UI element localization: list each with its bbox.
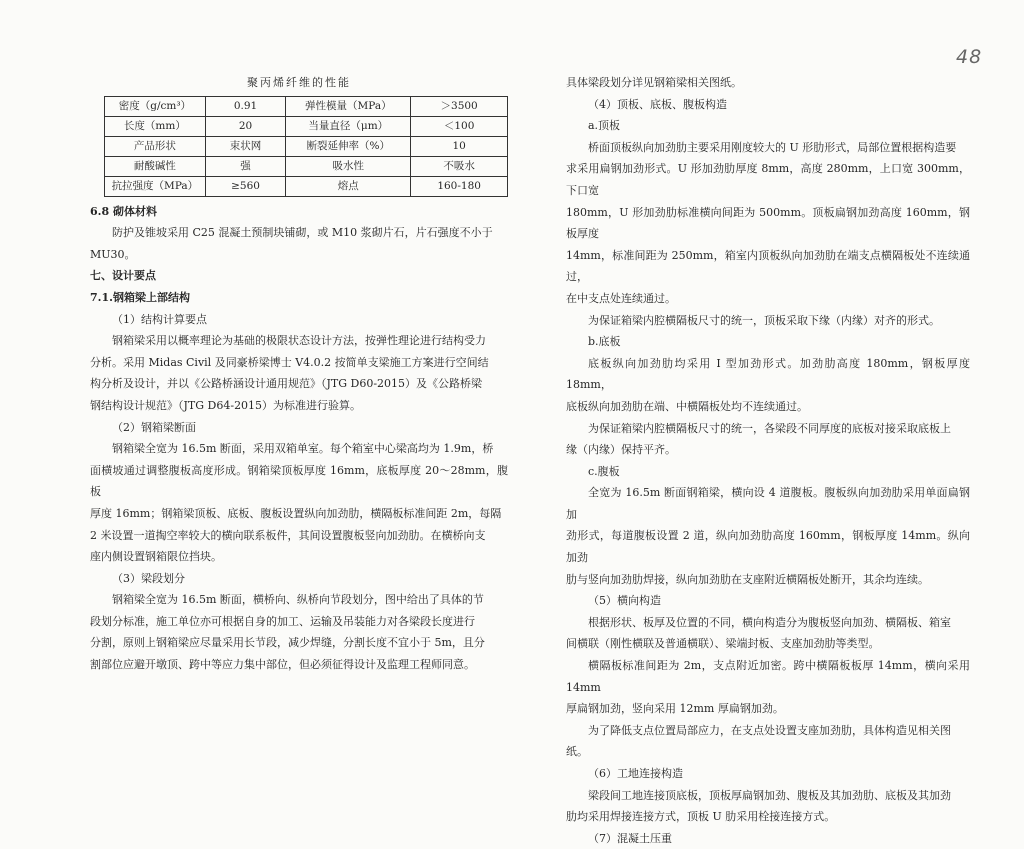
right-paragraphs — [566, 72, 974, 849]
text-line: 桥面顶板纵向加劲肋主要采用刚度较大的 U 形肋形式，局部位置根据构造要 — [588, 140, 957, 154]
text-line: a.顶板 — [588, 119, 621, 133]
text-line: 梁段间工地连接顶底板，顶板厚扁钢加劲、腹板及其加劲肋、底板及其加劲 — [588, 788, 951, 802]
text-line: （1）结构计算要点 — [112, 312, 207, 326]
table-cell: ≥560 — [205, 176, 286, 196]
text-line: 纸。 — [566, 745, 588, 759]
table-row — [105, 116, 508, 136]
text-line: 在中支点处连续通过。 — [566, 291, 676, 305]
text-line: 钢箱梁全宽为 16.5m 断面，采用双箱单室。每个箱室中心梁高均为 1.9m，桥 — [112, 442, 494, 456]
text-line: 分割，原则上钢箱梁应尽量采用长节段，减少焊缝，分割长度不宜小于 5m，且分 — [90, 636, 485, 650]
table-cell: 长度（mm） — [105, 116, 206, 136]
section-heading: 6.8 砌体材料 — [90, 204, 157, 218]
text-line: （4）顶板、底板、腹板构造 — [588, 97, 727, 111]
table-row — [105, 96, 508, 116]
page-number: 48 — [956, 46, 983, 68]
text-line: 根据形状、板厚及位置的不同，横向构造分为腹板竖向加劲、横隔板、箱室 — [588, 615, 951, 629]
text-line: b.底板 — [588, 335, 621, 349]
text-line: 为了降低支点位置局部应力，在支点处设置支座加劲肋，具体构造见相关图 — [588, 723, 951, 737]
text-line: 具体梁段划分详见钢箱梁相关图纸。 — [566, 76, 742, 89]
text-line: 为保证箱梁内腔横隔板尺寸的统一，顶板采取下缘（内缘）对齐的形式。 — [588, 313, 940, 327]
table-cell: 当量直径（μm） — [286, 116, 411, 136]
text-line: 钢箱梁全宽为 16.5m 断面，横桥向、纵桥向节段划分，图中给出了具体的节 — [112, 593, 484, 607]
text-line: （5）横向构造 — [588, 594, 661, 608]
left-paragraphs — [90, 201, 508, 676]
text-line: 厚扁钢加劲，竖向采用 12mm 厚扁钢加劲。 — [566, 702, 784, 716]
text-line: 割部位应避开墩顶、跨中等应力集中部位，但必须征得设计及监理工程师同意。 — [90, 658, 475, 672]
table-row — [105, 136, 508, 156]
text-line: （7）混凝土压重 — [588, 831, 672, 845]
left-column — [90, 72, 508, 676]
text-line: 求采用扁钢加劲形式。U 形加劲肋厚度 8mm，高度 280mm，上口宽 300mm，下口宽 — [566, 162, 970, 197]
section-heading: 七、设计要点 — [90, 269, 156, 283]
text-line: 肋与竖向加劲肋焊接，纵向加劲肋在支座附近横隔板处断开，其余均连续。 — [566, 572, 929, 586]
text-line: 钢结构设计规范》（JTG D64-2015）为标准进行验算。 — [90, 398, 362, 412]
text-line: 段划分标准，施工单位亦可根据自身的加工、运输及吊装能力对各梁段长度进行 — [90, 614, 475, 628]
table-cell: 抗拉强度（MPa） — [105, 176, 206, 196]
table-cell: 20 — [205, 116, 286, 136]
table-cell: 耐酸碱性 — [105, 156, 206, 176]
text-line: 横隔板标准间距为 2m，支点附近加密。跨中横隔板板厚 14mm，横向采用 14mm — [566, 659, 974, 694]
text-line: 14mm，标准间距为 250mm，箱室内顶板纵向加劲肋在端支点横隔板处不连续通过， — [566, 248, 970, 284]
text-line: 钢箱梁采用以概率理论为基础的极限状态设计方法，按弹性理论进行结构受力 — [112, 334, 486, 348]
text-line: 分析。采用 Midas Civil 及同豪桥梁博士 V4.0.2 按简单支梁施工方案进行空间结 — [90, 355, 489, 369]
text-line: 180mm，U 形加劲肋标准横向间距为 500mm。顶板扁钢加劲高度 160mm，钢板厚度 — [566, 205, 970, 241]
text-line: 缘（内缘）保持平齐。 — [566, 443, 676, 457]
table-cell: 160-180 — [411, 176, 508, 196]
text-line: 2 米设置一道掏空率较大的横向联系板件，其间设置腹板竖向加劲肋。在横桥向支 — [90, 528, 486, 542]
text-line: 构分析及设计，并以《公路桥涵设计通用规范》（JTG D60-2015）及《公路桥梁 — [90, 377, 483, 391]
fiber-properties-table — [104, 96, 508, 197]
text-line: c.腹板 — [588, 464, 620, 478]
table-cell: 强 — [205, 156, 286, 176]
table-cell: 密度（g/cm³） — [105, 96, 206, 116]
table-cell: 吸水性 — [286, 156, 411, 176]
text-line: （3）梁段划分 — [112, 571, 185, 585]
text-line: 为保证箱梁内腔横隔板尺寸的统一，各梁段不同厚度的底板对接采取底板上 — [588, 421, 951, 435]
table-cell: ＜100 — [411, 116, 508, 136]
text-line: 间横联（刚性横联及普通横联）、梁端封板、支座加劲肋等类型。 — [566, 637, 880, 651]
table-cell: 0.91 — [205, 96, 286, 116]
table-cell: 产品形状 — [105, 136, 206, 156]
table-row — [105, 156, 508, 176]
section-heading: 7.1.钢箱梁上部结构 — [90, 290, 190, 304]
text-line: 厚度 16mm；钢箱梁顶板、底板、腹板设置纵向加劲肋，横隔板标准间距 2m，每隔 — [90, 506, 502, 520]
text-line: MU30。 — [90, 247, 136, 261]
text-line: 肋均采用焊接连接方式，顶板 U 肋采用栓接连接方式。 — [566, 810, 836, 824]
table-title: 聚丙烯纤维的性能 — [247, 76, 351, 89]
table-cell: 断裂延伸率（%） — [286, 136, 411, 156]
text-line: 全宽为 16.5m 断面钢箱梁，横向设 4 道腹板。腹板纵向加劲肋采用单面扁钢加 — [566, 486, 970, 521]
table-cell: ＞3500 — [411, 96, 508, 116]
table-row — [105, 176, 508, 196]
text-line: （2）钢箱梁断面 — [112, 420, 196, 434]
text-line: 底板纵向加劲肋在端、中横隔板处均不连续通过。 — [566, 399, 808, 413]
table-cell: 不吸水 — [411, 156, 508, 176]
text-line: 防护及锥坡采用 C25 混凝土预制块铺砌，或 M10 浆砌片石，片石强度不小于 — [112, 226, 493, 240]
text-line: 面横坡通过调整腹板高度形成。钢箱梁顶板厚度 16mm，底板厚度 20～28mm，腹板 — [90, 463, 508, 499]
table-cell: 10 — [411, 136, 508, 156]
text-line: 劲形式，每道腹板设置 2 道，纵向加劲肋高度 160mm，钢板厚度 14mm。纵向加劲 — [566, 529, 970, 565]
table-cell: 熔点 — [286, 176, 411, 196]
text-line: （6）工地连接构造 — [588, 767, 683, 780]
right-column — [566, 72, 974, 849]
text-line: 底板纵向加劲肋均采用 I 型加劲形式。加劲肋高度 180mm，钢板厚度 18mm， — [566, 356, 974, 392]
table-cell: 弹性模量（MPa） — [286, 96, 411, 116]
text-line: 座内侧设置钢箱限位挡块。 — [90, 550, 222, 564]
table-cell: 束状网 — [205, 136, 286, 156]
